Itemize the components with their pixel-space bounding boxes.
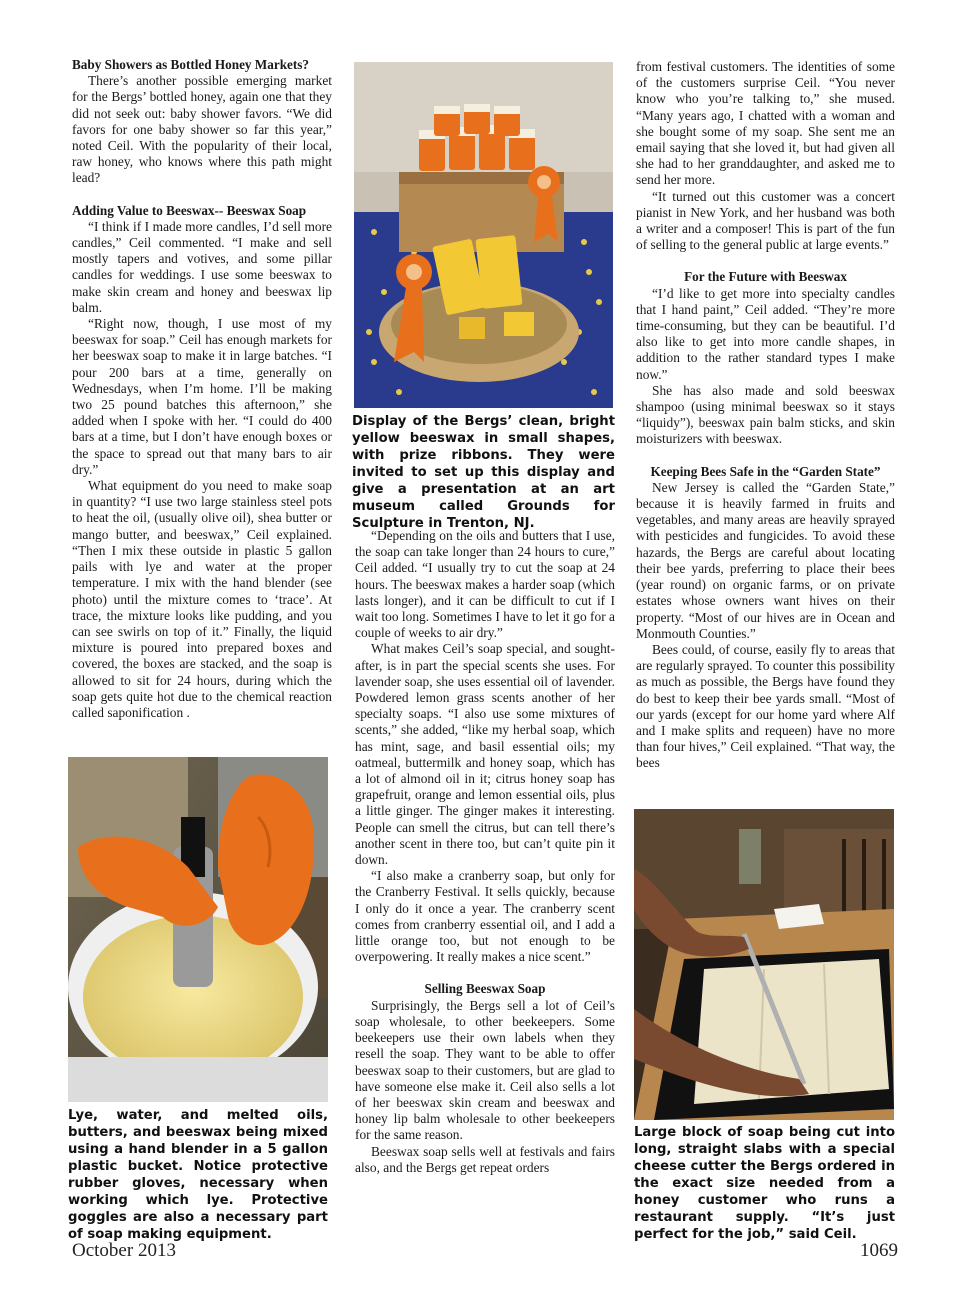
footer-date: October 2013 — [72, 1240, 176, 1261]
paragraph: She has also made and sold beeswax shampoo (using minimal beeswax so it stays “liquidy”), beeswax pain balm sticks, and skin moisturizers with beeswax. — [636, 382, 895, 447]
paragraph: “Depending on the oils and butters that I use, the soap can take longer than 24 hours to cure,” Ceil added. “I usually try to cut the soap at 24 hours. The beeswax makes a harder soap (which lasts longer), and it can be difficult to cut if I wait too long. Sometimes I have to let it go for a couple of weeks to air dry.” — [355, 528, 615, 641]
paragraph: What equipment do you need to make soap in quantity? “I use two large stainless steel pots to heat the oil, (usually olive oil), shea butter or mango butter, and beeswax,” Ceil explained. “Then I mix these outside in plastic 5 gallon pails with lye and water at the proper temperature. I mix with the hand blender (see photo) until the mixture comes to ‘trace’. At trace, the mixture looks like pudding, and you can see swirls on top of it.” Finally, the liquid mixture is poured into prepared boxes and covered, the boxes are stacked, and the soap is allowed to sit for 24 hours, during which the soap gets quite hot due to the chemical reaction called saponification . — [72, 478, 332, 720]
heading-baby-showers: Baby Showers as Bottled Honey Markets? — [72, 57, 310, 72]
paragraph: What makes Ceil’s soap special, and sought-after, is in part the special scents she uses. For lavender soap, she uses essential oil of lavender. Powdered lemon grass scents another of her specialty soaps. “I also use some mixtures of scents,” she added, “like my herbal soap, which has mint, sage, and basil essential oils; my oatmeal, buttermilk and honey soap, which has a lot of almond oil in it; citrus honey soap has grapefruit, orange and lemon essential oils, plus a little ginger. The ginger makes it interesting. People can smell the citrus, but can tell there’s another scent in there too, but can’t quite pin it down. — [355, 641, 615, 868]
paragraph: “Right now, though, I use most of my beeswax for soap.” Ceil has enough markets for her beeswax soap to make it in large batches. “I pour 200 bars at a time, generally on Wednesdays, when I’m home. I’ll be making two 25 pound batches this afternoon,” she added when I spoke with her. “I could do 400 bars at a time, but I don’t have enough boxes or the space to spread out that many bars to air dry.” — [72, 316, 332, 477]
paragraph: “It turned out this customer was a concert pianist in New York, and her husband was both a writer and a composer! This is part of the fun of selling to the general public at large events.” — [636, 188, 895, 253]
heading-selling-soap: Selling Beeswax Soap — [424, 981, 546, 997]
column-3 — [636, 59, 895, 772]
paragraph: “I think if I made more candles, I’d sell more candles,” Ceil commented. “I make and sell mostly tapers and votives, and some pillar candles for weddings. I use some beeswax to make skin cream and honey and beeswax lip balm. — [72, 218, 332, 315]
photo-soap-cutting — [634, 809, 894, 1120]
caption-beeswax-display: Display of the Bergs’ clean, bright yellow beeswax in small shapes, with prize ribbons. They were invited to set up this display and give a presentation at an art museum called Grounds for Sculpture in Trenton, NJ. — [352, 414, 615, 531]
soap-mixing-illustration — [68, 757, 328, 1102]
photo-soap-mixing — [68, 757, 328, 1102]
paragraph: “I’d like to get more into specialty candles that I hand paint,” Ceil added. “They’re more time-consuming, but they can be beautiful. I’d also like to get into more candle shapes, in addition to the rather standard types I make now.” — [636, 285, 895, 382]
photo-beeswax-display — [354, 62, 613, 408]
footer-page-number: 1069 — [860, 1240, 898, 1261]
paragraph: Beeswax soap sells well at festivals and fairs also, and the Bergs get repeat orders — [355, 1143, 615, 1175]
heading-garden-state: Keeping Bees Safe in the “Garden State” — [650, 463, 881, 479]
column-1 — [72, 57, 332, 721]
paragraph: Surprisingly, the Bergs sell a lot of Ceil’s soap wholesale, to other beekeepers. Some beekeepers use their own labels when they resell the soap. They want to be able to offer beeswax soap to their customers, but are glad to have someone else make it. Ceil also sells a lot of her beeswax skin cream and beeswax and honey lip balm wholesale to other beekeepers for the same reason. — [355, 997, 615, 1143]
paragraph: Bees could, of course, easily fly to areas that are regularly sprayed. To counter this possibility as much as possible, the Bergs have found they do best to keep their bee yards small. “Most of our yards (except for our home yard where Alf and I make splits and requeen) have no more than four hives,” Ceil explained. “That way, the bees — [636, 641, 895, 771]
paragraph: “I also make a cranberry soap, but only for the Cranberry Festival. It sells quickly, because I only do it once a year. The cranberry scent comes from cranberry essential oil, and I add a little orange too, but not enough to be overpowering. It really makes a nice scent.” — [355, 868, 615, 965]
caption-soap-mixing: Lye, water, and melted oils, butters, and beeswax being mixed using a hand blender in a 5 gallon plastic bucket. Notice protective rubber gloves, necessary when working which lye. Protective goggles are also a necessary part of soap making equipment. — [68, 1108, 328, 1242]
paragraph: There’s another possible emerging market for the Bergs’ bottled honey, again one that they did not seek out: baby shower favors. “We did favors for one baby shower so far this year,” noted Ceil. With the popularity of their local, raw honey, who knows where this path might lead? — [72, 73, 332, 186]
heading-beeswax-soap: Adding Value to Beeswax-- Beeswax Soap — [72, 202, 307, 218]
column-2 — [355, 528, 615, 1176]
soap-cutting-illustration — [634, 809, 894, 1120]
caption-soap-cutting: Large block of soap being cut into long, straight slabs with a special cheese cutter the Bergs ordered in the exact size needed from a honey customer who runs a restaurant supply. “It’s just perfect for the job,” said Ceil. — [634, 1125, 895, 1242]
paragraph: from festival customers. The identities of some of the customers surprise Ceil. “You never know who you’re talking to,” she mused. “Many years ago, I chatted with a woman and she bought some of my soap. She sent me an email saying that she loved it, but had given all she had to her granddaughter, and asked me to send her more. — [636, 59, 895, 188]
paragraph: New Jersey is called the “Garden State,” because it is heavily farmed in fruits and vegetables, and many areas are heavily sprayed with pesticides and fungicides. To avoid these hazards, the Bergs are careful about locating their bee yards, preferring to place their bees (year round) on organic farms, or on private estates whose owners want hives on their property. “Most of our hives are in Ocean and Monmouth Counties.” — [636, 479, 895, 641]
beeswax-display-illustration — [354, 62, 613, 408]
heading-future-beeswax: For the Future with Beeswax — [684, 269, 847, 285]
